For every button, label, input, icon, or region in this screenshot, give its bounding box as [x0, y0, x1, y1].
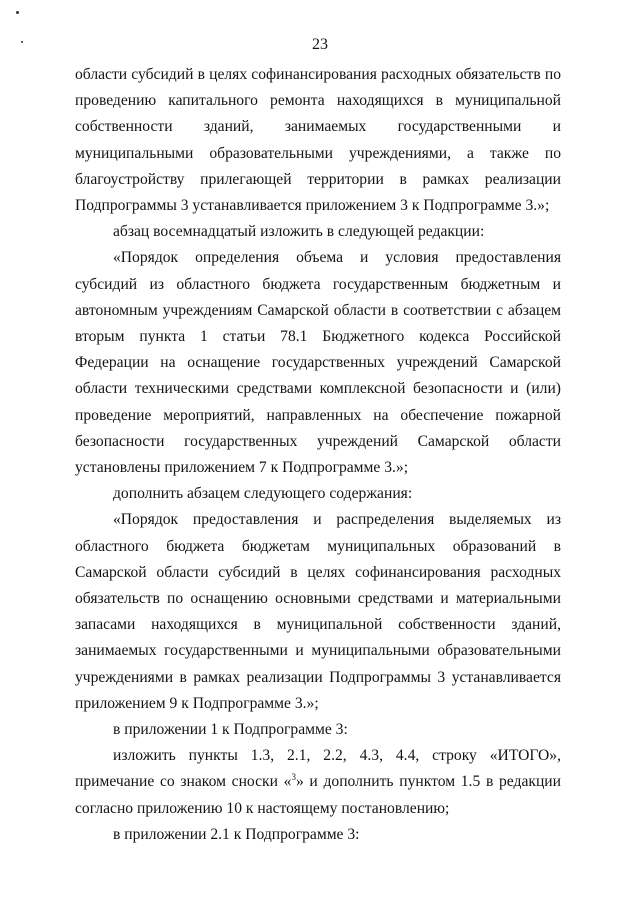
scan-speck — [16, 11, 19, 14]
paragraph-appendix-1-heading: в приложении 1 к Подпрограмме 3: — [113, 721, 348, 739]
paragraph-text: » и дополнить пунктом 1.5 в редакции согласно приложению 10 к настоящему постановлению; — [75, 773, 561, 817]
paragraph-amendment-instruction: абзац восемнадцатый изложить в следующей редакции: — [113, 223, 485, 241]
paragraph-appendix-2-1-heading: в приложении 2.1 к Подпрограмме 3: — [113, 825, 360, 843]
paragraph-subsidy-repair-order: области субсидий в целях софинансирования расходных обязательств по проведению капитального ремонта находящихся в муниципальной собственности зданий, занимаемых государственными и муниципальными образовательными учреждениями, а также по благоустройству прилегающей территории в рамках реализации Подпрограммы 3 устанавливается приложением 3 к Подпрограмме 3.»; — [75, 66, 561, 215]
footnote-mark: 3 — [291, 772, 296, 783]
document-body — [75, 62, 561, 848]
page-number: 23 — [312, 36, 328, 53]
paragraph-text: изложить пункты 1.3, 2.1, 2.2, 4.3, 4.4, строку «ИТОГО», примечание со знаком сноски « — [75, 747, 561, 791]
paragraph-add-instruction: дополнить абзацем следующего содержания: — [113, 485, 413, 503]
paragraph-appendix-1-instruction — [75, 743, 561, 822]
paragraph-subsidy-equipment-order: «Порядок предоставления и распределения выделяемых из областного бюджета бюджетам муниципальных образований в Самарской области субсидий в целях софинансирования расходных обязательств по оснащению основными средствами и материальными запасами находящихся в муниципальной собственности зданий, занимаемых государственными и муниципальными образовательными учреждениями в рамках реализации Подпрограммы 3 устанавливается приложением 9 к Подпрограмме 3.»; — [75, 511, 561, 712]
paragraph-subsidy-security-order: «Порядок определения объема и условия предоставления субсидий из областного бюджета государственным бюджетным и автономным учреждениям Самарской области в соответствии с абзацем вторым пункта 1 статьи 78.1 Бюджетного кодекса Российской Федерации на оснащение государственных учреждений Самарской области техническими средствами комплексной безопасности и (или) проведение мероприятий, направленных на обеспечение пожарной безопасности государственных учреждений Самарской области установлены приложением 7 к Подпрограмме 3.»; — [75, 249, 561, 477]
